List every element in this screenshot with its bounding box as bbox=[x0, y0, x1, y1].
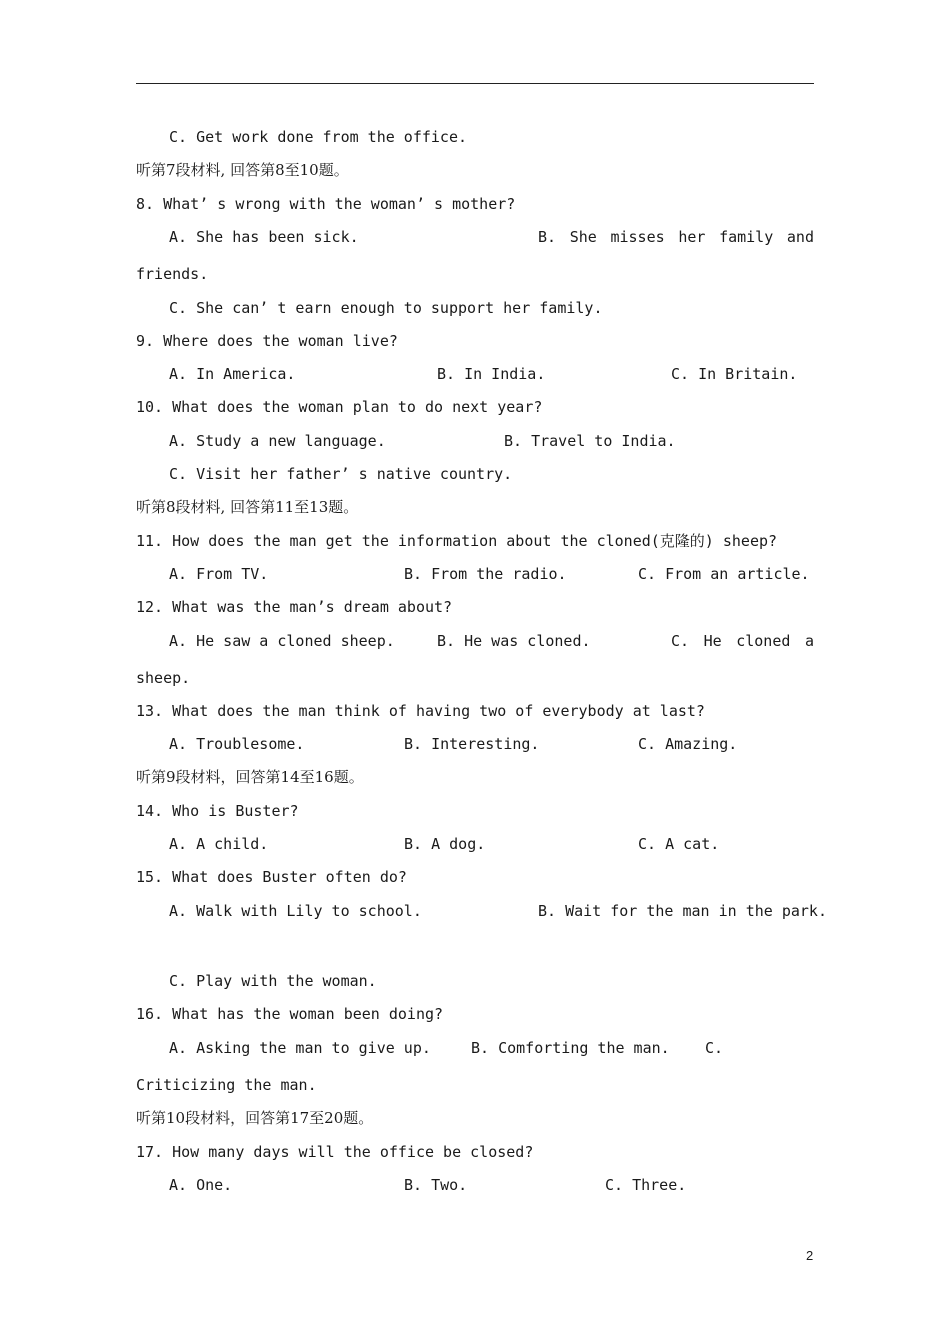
section-heading-10: 听第10段材料，回答第17至20题。 bbox=[136, 1109, 374, 1127]
section-heading-9: 听第9段材料，回答第14至16题。 bbox=[136, 768, 364, 786]
q12-option-b: B. He was cloned. bbox=[437, 632, 591, 650]
q17-option-a: A. One. bbox=[169, 1176, 233, 1194]
q8-option-b-continued: friends. bbox=[136, 265, 209, 283]
q8-option-a: A. She has been sick. bbox=[169, 228, 359, 246]
q17-option-c: C. Three. bbox=[605, 1176, 687, 1194]
question-8: 8. What’ s wrong with the woman’ s mother? bbox=[136, 195, 516, 213]
question-13: 13. What does the man think of having two of everybody at last? bbox=[136, 702, 705, 720]
q17-option-b: B. Two. bbox=[404, 1176, 468, 1194]
header-rule bbox=[136, 83, 814, 84]
q12-option-c-continued: sheep. bbox=[136, 669, 191, 687]
q16-option-c-continued: Criticizing the man. bbox=[136, 1076, 317, 1094]
q11-option-c: C. From an article. bbox=[638, 565, 810, 583]
q9-option-b: B. In India. bbox=[437, 365, 546, 383]
question-10: 10. What does the woman plan to do next year? bbox=[136, 398, 543, 416]
q13-option-b: B. Interesting. bbox=[404, 735, 540, 753]
q11-option-a: A. From TV. bbox=[169, 565, 269, 583]
page-number: 2 bbox=[806, 1248, 814, 1263]
q14-option-a: A. A child. bbox=[169, 835, 269, 853]
q16-option-a: A. Asking the man to give up. bbox=[169, 1039, 431, 1057]
question-9: 9. Where does the woman live? bbox=[136, 332, 398, 350]
q16-option-c: C. bbox=[705, 1039, 724, 1057]
q14-option-b: B. A dog. bbox=[404, 835, 486, 853]
q12-option-a: A. He saw a cloned sheep. bbox=[169, 632, 395, 650]
q11-option-b: B. From the radio. bbox=[404, 565, 567, 583]
q13-option-c: C. Amazing. bbox=[638, 735, 738, 753]
q15-option-a: A. Walk with Lily to school. bbox=[169, 902, 422, 920]
q8-option-b: B. She misses her family and bbox=[538, 228, 814, 246]
q15-option-c: C. Play with the woman. bbox=[169, 972, 377, 990]
q14-option-c: C. A cat. bbox=[638, 835, 720, 853]
question-11: 11. How does the man get the information about the cloned(克隆的) sheep? bbox=[136, 532, 778, 550]
q15-option-b: B. Wait for the man in the park. bbox=[538, 902, 827, 920]
section-heading-7: 听第7段材料, 回答第8至10题。 bbox=[136, 161, 349, 179]
q12-option-c: C. He cloned a bbox=[671, 632, 814, 650]
q10-option-a: A. Study a new language. bbox=[169, 432, 386, 450]
q7-option-c: C. Get work done from the office. bbox=[169, 128, 468, 146]
q9-option-a: A. In America. bbox=[169, 365, 296, 383]
question-14: 14. Who is Buster? bbox=[136, 802, 299, 820]
q8-option-c: C. She can’ t earn enough to support her family. bbox=[169, 299, 603, 317]
question-15: 15. What does Buster often do? bbox=[136, 868, 407, 886]
question-16: 16. What has the woman been doing? bbox=[136, 1005, 444, 1023]
question-17: 17. How many days will the office be closed? bbox=[136, 1143, 534, 1161]
q10-option-c: C. Visit her father’ s native country. bbox=[169, 465, 513, 483]
section-heading-8: 听第8段材料, 回答第11至13题。 bbox=[136, 498, 359, 516]
q10-option-b: B. Travel to India. bbox=[504, 432, 676, 450]
q9-option-c: C. In Britain. bbox=[671, 365, 798, 383]
q16-option-b: B. Comforting the man. bbox=[471, 1039, 670, 1057]
q13-option-a: A. Troublesome. bbox=[169, 735, 305, 753]
question-12: 12. What was the man’s dream about? bbox=[136, 598, 453, 616]
